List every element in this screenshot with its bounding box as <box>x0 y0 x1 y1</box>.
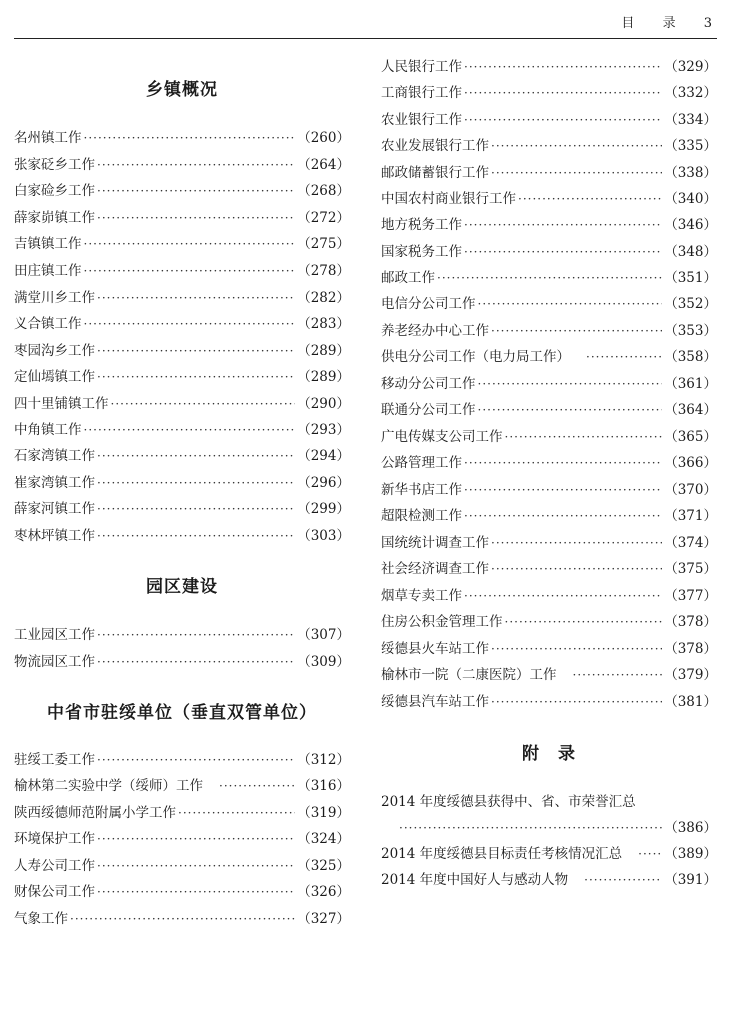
page-number: 3 <box>703 16 713 31</box>
dot-leader <box>97 344 295 358</box>
dot-leader <box>518 192 662 206</box>
dot-leader <box>491 139 662 153</box>
section-title-park: 园区建设 <box>146 577 218 597</box>
dot-leader <box>97 158 295 172</box>
dot-leader <box>464 456 662 470</box>
dot-leader <box>178 806 295 820</box>
toc-entry[interactable]: 邮政工作 ····· （351） <box>381 266 717 286</box>
dot-leader <box>97 885 295 899</box>
dot-leader <box>84 131 296 145</box>
toc-entry[interactable]: 国家税务工作 ····· （348） <box>381 240 717 260</box>
toc-entry[interactable]: 物流园区工作 ····· （309） <box>14 650 350 670</box>
dot-leader <box>97 859 295 873</box>
dot-leader <box>491 562 662 576</box>
toc-entry[interactable]: 邮政储蓄银行工作 ····· （338） <box>381 161 717 181</box>
dot-leader <box>491 642 662 656</box>
dot-leader <box>84 423 296 437</box>
toc-entry[interactable]: 地方税务工作 ····· （346） <box>381 213 717 233</box>
dot-leader <box>478 403 663 417</box>
toc-entry[interactable]: 国统统计调查工作 ····· （374） <box>381 531 717 551</box>
dot-leader <box>84 317 296 331</box>
toc-entry[interactable]: 养老经办中心工作 ····· （353） <box>381 319 717 339</box>
dot-leader <box>97 211 295 225</box>
toc-entry[interactable]: 陕西绥德师范附属小学工作 ····· （319） <box>14 801 350 821</box>
toc-entry[interactable]: 移动分公司工作 ····· （361） <box>381 372 717 392</box>
dot-leader <box>97 184 295 198</box>
dot-leader <box>97 529 295 543</box>
toc-entry[interactable]: 薛家峁镇工作 ····· （272） <box>14 206 350 226</box>
toc-entry[interactable]: 满堂川乡工作 ····· （282） <box>14 286 350 306</box>
toc-entry[interactable]: 农业银行工作 ····· （334） <box>381 108 717 128</box>
dot-leader <box>97 655 295 669</box>
dot-leader <box>464 86 662 100</box>
toc-entry[interactable]: 吉镇镇工作 ····· （275） <box>14 232 350 252</box>
toc-entry[interactable]: 广电传媒支公司工作 ····· （365） <box>381 425 717 445</box>
toc-entry[interactable]: 烟草专卖工作 ····· （377） <box>381 584 717 604</box>
dot-leader <box>464 589 662 603</box>
toc-entry[interactable]: 农业发展银行工作 ····· （335） <box>381 134 717 154</box>
toc-entry[interactable]: 田庄镇工作 ····· （278） <box>14 259 350 279</box>
toc-entry[interactable]: 气象工作 ····· （327） <box>14 907 350 927</box>
dot-leader <box>491 695 662 709</box>
dot-leader <box>586 350 662 364</box>
toc-entry[interactable]: 白家硷乡工作 ····· （268） <box>14 179 350 199</box>
dot-leader <box>464 60 662 74</box>
toc-entry[interactable]: 中角镇工作 ····· （293） <box>14 418 350 438</box>
running-head-section: 目 <box>621 16 636 31</box>
toc-entry[interactable]: 人民银行工作 ····· （329） <box>381 55 717 75</box>
toc-entry[interactable]: 张家砭乡工作 ····· （264） <box>14 153 350 173</box>
toc-entry[interactable]: 住房公积金管理工作 ····· （378） <box>381 610 717 630</box>
dot-leader <box>399 821 664 835</box>
dot-leader <box>219 779 295 793</box>
toc-entry[interactable]: 环境保护工作 ····· （324） <box>14 827 350 847</box>
dot-leader <box>97 832 295 846</box>
toc-entry-label: 2014 年度绥德县获得中、省、市荣誉汇总 <box>381 794 636 810</box>
dot-leader <box>84 264 296 278</box>
toc-entry[interactable]: 榆林第二实验中学（绥师）工作 ····· （316） <box>14 774 350 794</box>
toc-entry[interactable]: 中国农村商业银行工作 ····· （340） <box>381 187 717 207</box>
toc-entry[interactable]: 公路管理工作 ····· （366） <box>381 451 717 471</box>
toc-entry[interactable]: 薛家河镇工作 ····· （299） <box>14 497 350 517</box>
toc-entry[interactable]: 四十里铺镇工作 ····· （290） <box>14 392 350 412</box>
toc-entry[interactable]: 枣园沟乡工作 ····· （289） <box>14 339 350 359</box>
dot-leader <box>111 397 296 411</box>
toc-entry[interactable]: 新华书店工作 ····· （370） <box>381 478 717 498</box>
toc-entry[interactable]: 名州镇工作 ····· （260） <box>14 126 350 146</box>
toc-entry[interactable]: 石家湾镇工作 ····· （294） <box>14 444 350 464</box>
toc-entry[interactable]: 绥德县汽车站工作 ····· （381） <box>381 690 717 710</box>
toc-entry[interactable]: 枣林坪镇工作 ····· （303） <box>14 524 350 544</box>
dot-leader <box>505 430 663 444</box>
dot-leader <box>97 753 295 767</box>
dot-leader <box>638 847 662 861</box>
dot-leader <box>70 912 295 926</box>
section-title-vertical-units: 中省市驻绥单位（垂直双管单位） <box>47 703 317 723</box>
toc-entry[interactable]: 人寿公司工作 ····· （325） <box>14 854 350 874</box>
running-head-subsection: 录 <box>662 16 677 31</box>
toc-entry[interactable]: 崔家湾镇工作 ····· （296） <box>14 471 350 491</box>
dot-leader <box>97 502 295 516</box>
toc-entry[interactable]: 工商银行工作 ····· （332） <box>381 81 717 101</box>
toc-entry[interactable]: 超限检测工作 ····· （371） <box>381 504 717 524</box>
toc-entry[interactable]: 榆林市一院（二康医院）工作 ····· （379） <box>381 663 717 683</box>
toc-entry[interactable]: 驻绥工委工作 ····· （312） <box>14 748 350 768</box>
toc-entry[interactable]: 2014 年度绥德县目标责任考核情况汇总 ····· （389） <box>381 842 717 862</box>
toc-entry-page: （386） <box>664 820 717 836</box>
dot-leader <box>478 297 663 311</box>
dot-leader <box>97 449 295 463</box>
toc-entry[interactable]: 2014 年度中国好人与感动人物 ····· （391） <box>381 868 717 888</box>
toc-entry[interactable]: 社会经济调查工作 ····· （375） <box>381 557 717 577</box>
toc-entry[interactable]: 财保公司工作 ····· （326） <box>14 880 350 900</box>
dot-leader <box>584 873 662 887</box>
running-head <box>599 12 713 31</box>
dot-leader <box>464 218 662 232</box>
dot-leader <box>97 370 295 384</box>
toc-entry[interactable]: 供电分公司工作（电力局工作） ····· （358） <box>381 345 717 365</box>
dot-leader <box>464 113 662 127</box>
dot-leader <box>573 668 663 682</box>
dot-leader <box>437 271 662 285</box>
toc-entry[interactable]: 工业园区工作 ····· （307） <box>14 623 350 643</box>
page-header <box>14 0 717 39</box>
dot-leader <box>491 324 662 338</box>
toc-entry[interactable]: 电信分公司工作 ····· （352） <box>381 292 717 312</box>
dot-leader <box>97 291 295 305</box>
section-title-appendix: 附 录 <box>522 744 576 764</box>
dot-leader <box>505 615 663 629</box>
section-title-township: 乡镇概况 <box>146 80 218 100</box>
dot-leader <box>464 483 662 497</box>
toc-entry[interactable]: 义合镇工作 ····· （283） <box>14 312 350 332</box>
dot-leader <box>464 245 662 259</box>
dot-leader <box>97 476 295 490</box>
dot-leader <box>464 509 662 523</box>
toc-entry[interactable]: 定仙墕镇工作 ····· （289） <box>14 365 350 385</box>
dot-leader <box>478 377 663 391</box>
dot-leader <box>97 628 295 642</box>
toc-entry[interactable] <box>381 790 717 836</box>
toc-entry[interactable]: 绥德县火车站工作 ····· （378） <box>381 637 717 657</box>
dot-leader <box>84 237 296 251</box>
toc-entry[interactable]: 联通分公司工作 ····· （364） <box>381 398 717 418</box>
dot-leader <box>491 536 662 550</box>
dot-leader <box>491 166 662 180</box>
